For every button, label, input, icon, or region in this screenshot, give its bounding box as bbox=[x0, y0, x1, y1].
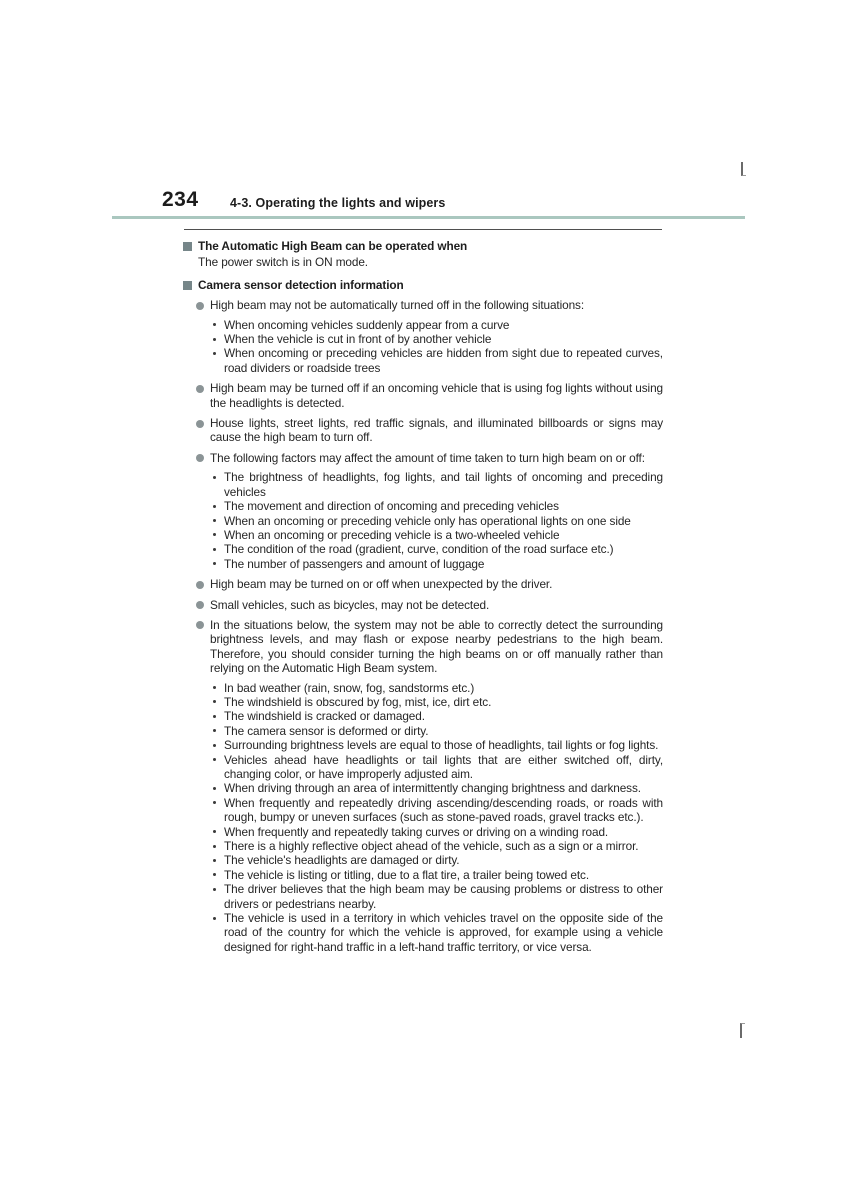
content-text: The brightness of headlights, fog lights, and tail lights of oncoming and preceding vehicles bbox=[224, 470, 663, 499]
header-rule bbox=[112, 216, 745, 219]
sub-bullet-item bbox=[183, 514, 663, 528]
content-text: House lights, street lights, red traffic signals, and illuminated billboards or signs may cause the high beam to turn off. bbox=[210, 416, 663, 445]
dot-bullet-icon bbox=[213, 505, 216, 508]
dot-bullet-icon bbox=[213, 888, 216, 891]
page-number: 234 bbox=[162, 188, 199, 211]
dot-bullet-icon bbox=[213, 830, 216, 833]
sub-bullet-item bbox=[183, 695, 663, 709]
sub-bullet-item bbox=[183, 318, 663, 332]
dot-bullet-icon bbox=[213, 533, 216, 536]
sub-bullet-item bbox=[183, 738, 663, 752]
dot-bullet-icon bbox=[213, 859, 216, 862]
content-text: The camera sensor is deformed or dirty. bbox=[224, 723, 429, 738]
content-text: The power switch is in ON mode. bbox=[198, 255, 368, 270]
sub-bullet-item bbox=[183, 753, 663, 782]
circle-bullet-icon bbox=[196, 385, 204, 393]
content-text: When frequently and repeatedly taking curves or driving on a winding road. bbox=[224, 824, 609, 839]
content-text: The number of passengers and amount of luggage bbox=[224, 556, 485, 571]
content-text: The Automatic High Beam can be operated when bbox=[198, 239, 468, 253]
content-text: In bad weather (rain, snow, fog, sandstorms etc.) bbox=[224, 680, 475, 695]
sub-bullet-item bbox=[183, 882, 663, 911]
sub-bullet-item bbox=[183, 542, 663, 556]
bullet-item bbox=[183, 298, 663, 312]
dot-bullet-icon bbox=[213, 476, 216, 479]
chapter-header: 4-3. Operating the lights and wipers bbox=[230, 196, 446, 210]
content-text: The following factors may affect the amount of time taken to turn high beam on or off: bbox=[210, 450, 645, 465]
sub-bullet-item bbox=[183, 499, 663, 513]
content-text: When an oncoming or preceding vehicle only has operational lights on one side bbox=[224, 513, 631, 528]
sub-bullet-item bbox=[183, 853, 663, 867]
bullet-item bbox=[183, 451, 663, 465]
sub-bullet-item bbox=[183, 709, 663, 723]
dot-bullet-icon bbox=[213, 715, 216, 718]
sub-bullet-item bbox=[183, 724, 663, 738]
content-text: High beam may not be automatically turned off in the following situations: bbox=[210, 298, 585, 313]
section-heading bbox=[183, 278, 663, 292]
sub-bullet-item bbox=[183, 332, 663, 346]
content-text: The vehicle is used in a territory in which vehicles travel on the opposite side of the road of the country for which the vehicle is approved, for example using a vehicle designed for right-hand traffic in a left-hand traffic territory, or vice versa. bbox=[224, 911, 663, 954]
dot-bullet-icon bbox=[213, 338, 216, 341]
content-text: Small vehicles, such as bicycles, may not be detected. bbox=[210, 597, 490, 612]
dot-bullet-icon bbox=[213, 686, 216, 689]
dot-bullet-icon bbox=[213, 917, 216, 920]
crop-mark-top-right bbox=[741, 162, 746, 176]
square-bullet-icon bbox=[183, 242, 192, 251]
bullet-item bbox=[183, 618, 663, 676]
content-text: When an oncoming or preceding vehicle is a two-wheeled vehicle bbox=[224, 527, 560, 542]
circle-bullet-icon bbox=[196, 601, 204, 609]
content-text: The condition of the road (gradient, curve, condition of the road surface etc.) bbox=[224, 542, 614, 557]
dot-bullet-icon bbox=[213, 352, 216, 355]
sub-bullet-item bbox=[183, 557, 663, 571]
circle-bullet-icon bbox=[196, 621, 204, 629]
content-text: When the vehicle is cut in front of by another vehicle bbox=[224, 332, 492, 347]
section-heading bbox=[183, 239, 663, 253]
content-text: The vehicle's headlights are damaged or dirty. bbox=[224, 853, 460, 868]
content-text: The windshield is obscured by fog, mist, ice, dirt etc. bbox=[224, 694, 492, 709]
dot-bullet-icon bbox=[213, 758, 216, 761]
bullet-item bbox=[183, 381, 663, 410]
content-text: The driver believes that the high beam may be causing problems or distress to other drivers or pedestrians nearby. bbox=[224, 882, 663, 911]
circle-bullet-icon bbox=[196, 454, 204, 462]
bullet-item bbox=[183, 577, 663, 591]
bullet-item bbox=[183, 416, 663, 445]
content-list bbox=[183, 239, 663, 954]
section-divider-rule bbox=[184, 229, 662, 230]
sub-bullet-item bbox=[183, 825, 663, 839]
crop-mark-bottom-right bbox=[740, 1023, 745, 1038]
dot-bullet-icon bbox=[213, 700, 216, 703]
content-text: Surrounding brightness levels are equal to those of headlights, tail lights or fog lights. bbox=[224, 738, 659, 753]
circle-bullet-icon bbox=[196, 302, 204, 310]
content-text: When oncoming or preceding vehicles are hidden from sight due to repeated curves, road dividers or roadside trees bbox=[224, 346, 663, 375]
sub-bullet-item bbox=[183, 681, 663, 695]
dot-bullet-icon bbox=[213, 519, 216, 522]
content-text: Camera sensor detection information bbox=[198, 277, 404, 292]
content-text: High beam may be turned on or off when unexpected by the driver. bbox=[210, 577, 553, 592]
dot-bullet-icon bbox=[213, 801, 216, 804]
dot-bullet-icon bbox=[213, 323, 216, 326]
sub-bullet-item bbox=[183, 911, 663, 954]
content-text: When driving through an area of intermittently changing brightness and darkness. bbox=[224, 781, 641, 796]
sub-bullet-item bbox=[183, 346, 663, 375]
sub-bullet-item bbox=[183, 796, 663, 825]
circle-bullet-icon bbox=[196, 420, 204, 428]
dot-bullet-icon bbox=[213, 548, 216, 551]
sub-bullet-item bbox=[183, 868, 663, 882]
content-text: Vehicles ahead have headlights or tail lights that are either switched off, dirty, changing color, or have improperly adjusted aim. bbox=[224, 752, 663, 781]
dot-bullet-icon bbox=[213, 562, 216, 565]
dot-bullet-icon bbox=[213, 729, 216, 732]
circle-bullet-icon bbox=[196, 581, 204, 589]
paragraph bbox=[183, 255, 663, 269]
sub-bullet-item bbox=[183, 839, 663, 853]
dot-bullet-icon bbox=[213, 873, 216, 876]
sub-bullet-item bbox=[183, 528, 663, 542]
dot-bullet-icon bbox=[213, 744, 216, 747]
content-text: When oncoming vehicles suddenly appear from a curve bbox=[224, 317, 510, 332]
content-text: High beam may be turned off if an oncoming vehicle that is using fog lights without using the headlights is detected. bbox=[210, 381, 663, 410]
bullet-item bbox=[183, 598, 663, 612]
content-text: The windshield is cracked or damaged. bbox=[224, 709, 425, 724]
dot-bullet-icon bbox=[213, 787, 216, 790]
content-text: There is a highly reflective object ahead of the vehicle, such as a sign or a mirror. bbox=[224, 839, 639, 854]
square-bullet-icon bbox=[183, 281, 192, 290]
content-text: The movement and direction of oncoming and preceding vehicles bbox=[224, 499, 559, 514]
sub-bullet-item bbox=[183, 781, 663, 795]
sub-bullet-item bbox=[183, 470, 663, 499]
content-text: When frequently and repeatedly driving ascending/descending roads, or roads with rough, bumpy or uneven surfaces (such as stone-paved roads, gravel tracks etc.). bbox=[224, 795, 663, 825]
content-text: In the situations below, the system may not be able to correctly detect the surrounding brightness levels, and may flash or expose nearby pedestrians to the high beam. Therefore, you should consider turning the high beams on or off manually rather than relying on the Automatic High Beam system. bbox=[210, 617, 663, 676]
dot-bullet-icon bbox=[213, 845, 216, 848]
content-text: The vehicle is listing or titling, due to a flat tire, a trailer being towed etc. bbox=[224, 867, 590, 882]
